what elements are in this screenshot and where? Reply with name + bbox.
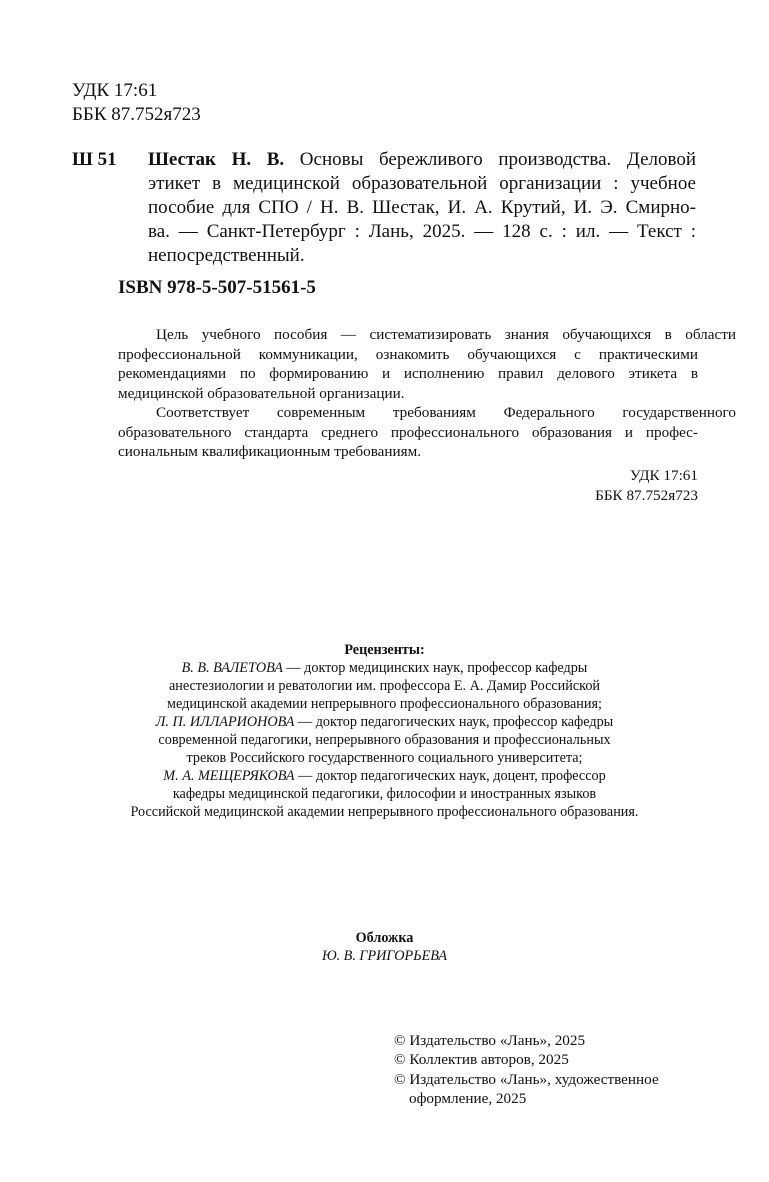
reviewer-1 xyxy=(60,659,709,677)
annotation-line: рекомендациями по формированию и исполнению правил делового этикета в xyxy=(118,365,698,382)
copyright-line: оформление, 2025 xyxy=(409,1089,527,1107)
reviewer-info: анестезиологии и реватологии им. профессора Е. А. Дамир Российской xyxy=(168,678,601,694)
reviewer-name: В. В. ВАЛЕТОВА xyxy=(181,660,283,676)
annotation-line: сиональным квалификационным требованиям. xyxy=(118,443,422,460)
annotation-line: медицинской образовательной организации. xyxy=(118,384,405,402)
reviewer-info: Российской медицинской академии непрерывного профессионального образования. xyxy=(130,804,639,820)
author-sign: Ш 51 xyxy=(72,149,117,170)
annotation-line: профессиональной коммуникации, ознакомить обучающихся с практическими xyxy=(118,345,698,363)
copyright-line: © Издательство «Лань», художественное xyxy=(394,1070,659,1088)
annotation-udk: УДК 17:61 xyxy=(629,467,698,484)
reviewer-info: — доктор медицинских наук, профессор кафедры xyxy=(282,660,588,676)
copyright-line: © Коллектив авторов, 2025 xyxy=(394,1051,569,1069)
isbn: ISBN 978-5-507-51561-5 xyxy=(118,277,316,298)
udk-code: УДК 17:61 xyxy=(72,80,158,101)
bib-author: Шестак Н. В. xyxy=(148,149,285,170)
reviewer-info: треков Российского государственного социального университета; xyxy=(186,750,583,766)
bib-title: Основы бережливого производства. Деловой xyxy=(299,149,696,170)
bib-line-3: пособие для СПО / Н. В. Шестак, И. А. Крутий, И. Э. Смирно- xyxy=(148,197,696,218)
bib-line-1 xyxy=(148,148,696,172)
bib-line-5: непосредственный. xyxy=(148,245,305,266)
reviewer-info: — доктор педагогических наук, доцент, профессор xyxy=(294,768,606,784)
reviewer-name: М. А. МЕЩЕРЯКОВА xyxy=(163,768,295,784)
copyright-line: © Издательство «Лань», 2025 xyxy=(394,1032,586,1049)
reviewer-info: медицинской академии непрерывного профессионального образования; xyxy=(167,696,602,712)
bbk-code: ББК 87.752я723 xyxy=(72,104,201,125)
bib-line-4: ва. — Санкт-Петербург : Лань, 2025. — 128 с. : ил. — Текст : xyxy=(148,221,696,242)
reviewer-info: кафедры медицинской педагогики, философии и иностранных языков xyxy=(172,786,597,802)
reviewers-heading: Рецензенты: xyxy=(344,642,425,658)
reviewer-info: современной педагогики, непрерывного образования и профессиональных xyxy=(158,732,611,748)
reviewer-info: — доктор педагогических наук, профессор кафедры xyxy=(294,714,614,730)
cover-heading: Обложка xyxy=(355,930,414,946)
reviewer-name: Л. П. ИЛЛАРИОНОВА xyxy=(155,714,295,730)
annotation-line: образовательного стандарта среднего профессионального образования и профес- xyxy=(118,423,698,441)
reviewer-2 xyxy=(60,713,709,731)
annotation-bbk: ББК 87.752я723 xyxy=(595,486,698,504)
annotation-line: Соответствует современным требованиям Федерального государственного xyxy=(156,404,736,421)
bib-line-2: этикет в медицинской образовательной организации : учебное xyxy=(148,173,696,194)
annotation-line: Цель учебного пособия — систематизировать знания обучающихся в области xyxy=(156,326,736,343)
cover-artist: Ю. В. ГРИГОРЬЕВА xyxy=(321,948,448,964)
reviewer-3 xyxy=(60,767,709,785)
